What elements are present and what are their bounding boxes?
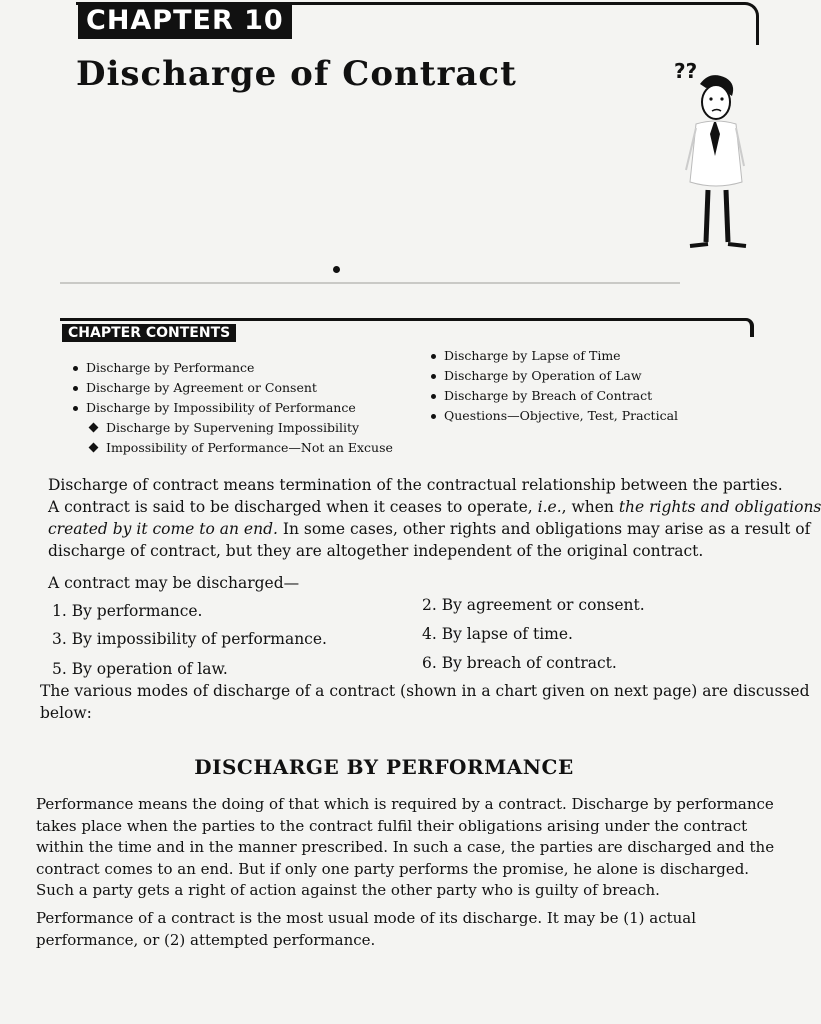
mode-item: 4. By lapse of time. xyxy=(422,625,573,643)
performance-modes-paragraph: Performance of a contract is the most usual mode of its discharge. It may be (1) actual performance, or (2) attempted performance. xyxy=(36,909,697,949)
contents-item: Discharge by Agreement or Consent xyxy=(72,378,393,398)
performance-paragraph: Performance means the doing of that which is required by a contract. Discharge by performance takes place when the parties to the contract fulfil their obligations arising under the contract within the time and in the manner prescribed. In such a case, the parties are discharged and the contract comes to an end. But if only one party performs the promise, he alone is discharged. Such a party gets a right of action against the other party who is guilty of breach. xyxy=(36,795,775,899)
intro-paragraph xyxy=(48,474,821,562)
intro-line: Discharge of contract means termination of the contractual relationship between the parties. xyxy=(48,476,783,494)
modes-lead: A contract may be discharged— xyxy=(48,574,300,592)
contents-item: Discharge by Lapse of Time xyxy=(430,346,678,366)
mode-item: 3. By impossibility of performance. xyxy=(52,630,327,648)
divider xyxy=(60,282,680,284)
contents-item: Discharge by Performance xyxy=(72,358,393,378)
confused-person-illustration xyxy=(672,54,752,259)
contents-item: Discharge by Breach of Contract xyxy=(430,386,678,406)
contents-subitem: Discharge by Supervening Impossibility xyxy=(72,418,393,438)
question-marks-icon: ?? xyxy=(674,59,698,83)
contents-item: Questions—Objective, Test, Practical xyxy=(430,406,678,426)
chapter-label: CHAPTER 10 xyxy=(78,4,292,39)
section-heading: DISCHARGE BY PERFORMANCE xyxy=(194,755,574,779)
chapter-title: Discharge of Contract xyxy=(76,54,517,94)
intro-line: created by it come to an end. In some cases, other rights and obligations may arise as a result of xyxy=(48,520,811,538)
mode-item: 6. By breach of contract. xyxy=(422,654,617,672)
contents-list-left xyxy=(72,358,393,458)
intro-line: A contract is said to be discharged when it ceases to operate, i.e., when the rights and obligations xyxy=(48,498,821,516)
mode-item: 2. By agreement or consent. xyxy=(422,596,645,614)
contents-item: Discharge by Operation of Law xyxy=(430,366,678,386)
contents-list-right xyxy=(430,346,678,426)
modes-tail-paragraph: The various modes of discharge of a contract (shown in a chart given on next page) are discussed below: xyxy=(40,682,810,722)
contents-subitem: Impossibility of Performance—Not an Excuse xyxy=(72,438,393,458)
mode-item: 1. By performance. xyxy=(52,602,203,620)
mode-item: 5. By operation of law. xyxy=(52,660,228,678)
contents-label: CHAPTER CONTENTS xyxy=(62,324,236,342)
contents-item: Discharge by Impossibility of Performance xyxy=(72,398,393,418)
intro-line: discharge of contract, but they are altogether independent of the original contract. xyxy=(48,542,704,560)
decorative-dot xyxy=(333,266,340,273)
